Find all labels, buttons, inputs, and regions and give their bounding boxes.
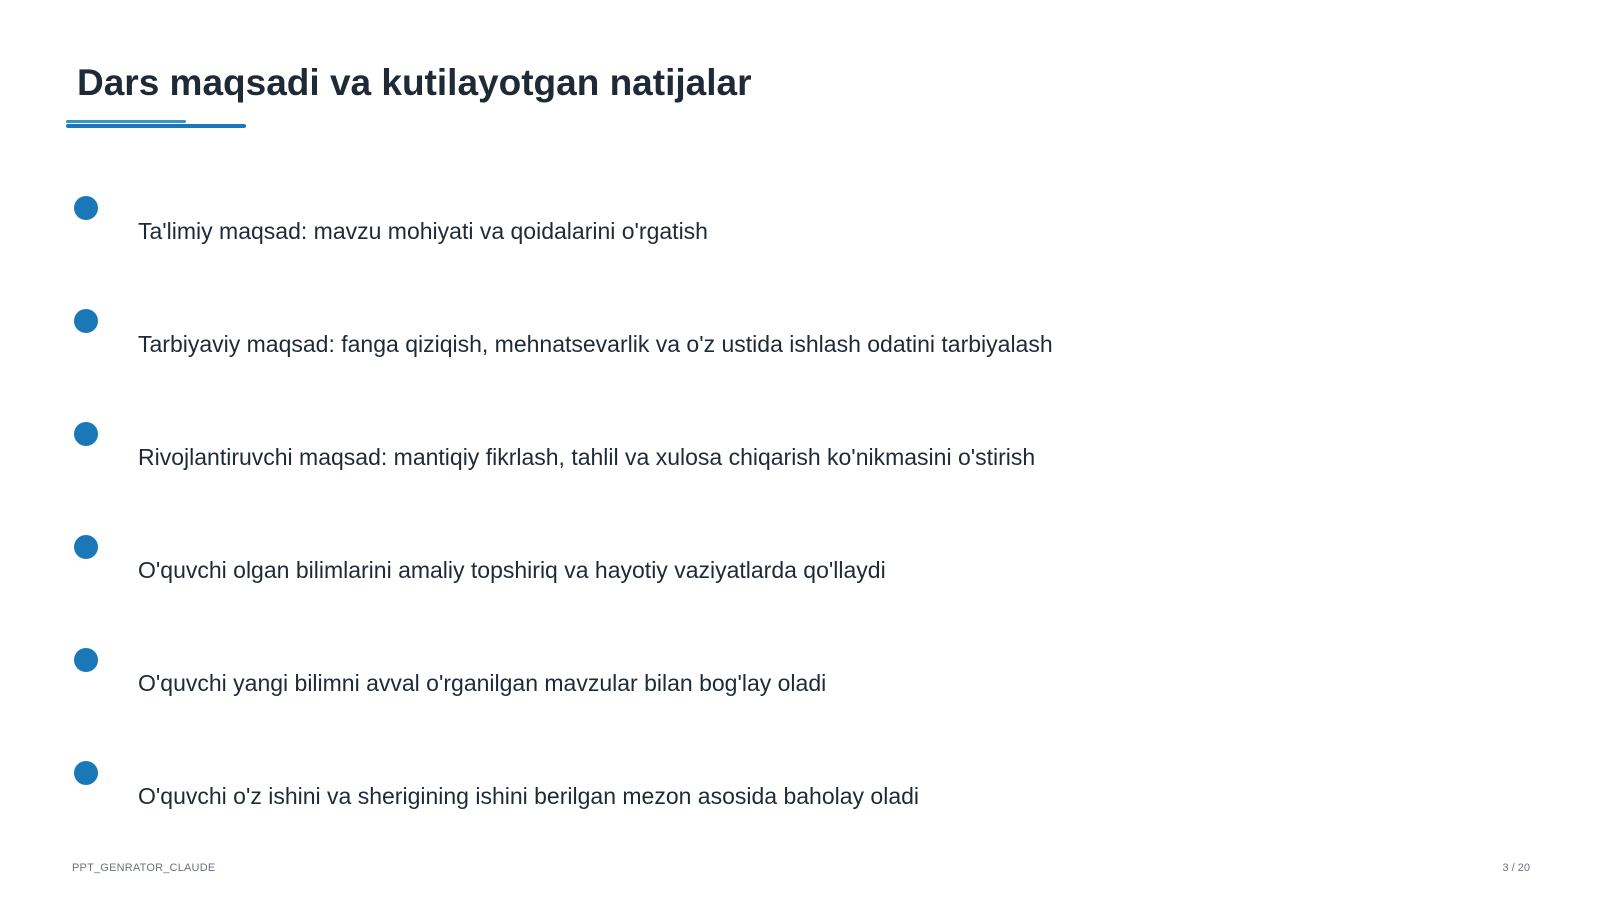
page-indicator: 3 / 20 [1502,862,1530,874]
bullet-dot-icon [74,196,98,220]
bullet-dot-icon [74,535,98,559]
bullet-text: Rivojlantiruvchi maqsad: mantiqiy fikrlash, tahlil va xulosa chiqarish ko'nikmasini o'stirish [138,444,1036,470]
title-underline-accent [66,120,186,123]
bullet-text: Ta'limiy maqsad: mavzu mohiyati va qoidalarini o'rgatish [138,218,708,244]
bullet-text: O'quvchi olgan bilimlarini amaliy topshiriq va hayotiy vaziyatlarda qo'llaydi [138,557,886,583]
bullet-text: O'quvchi yangi bilimni avval o'rganilgan mavzular bilan bog'lay oladi [138,670,827,696]
bullet-text: Tarbiyaviy maqsad: fanga qiziqish, mehnatsevarlik va o'z ustida ishlash odatini tarbiyalash [138,331,1053,357]
bullet-dot-icon [74,648,98,672]
title-underline [66,120,246,128]
bullet-dot-icon [74,309,98,333]
bullet-text: O'quvchi o'z ishini va sherigining ishini berilgan mezon asosida baholay oladi [138,783,920,809]
bullet-item [0,761,1400,821]
title-underline-bar [66,124,246,128]
slide-title: Dars maqsadi va kutilayotgan natijalar [77,62,752,103]
footer-source: PPT_GENRATOR_CLAUDE [72,862,216,874]
bullet-item [0,535,1400,595]
bullet-item [0,196,1400,256]
bullet-dot-icon [74,422,98,446]
bullet-item [0,648,1400,708]
bullet-item [0,309,1400,369]
bullet-dot-icon [74,761,98,785]
bullet-item [0,422,1400,482]
